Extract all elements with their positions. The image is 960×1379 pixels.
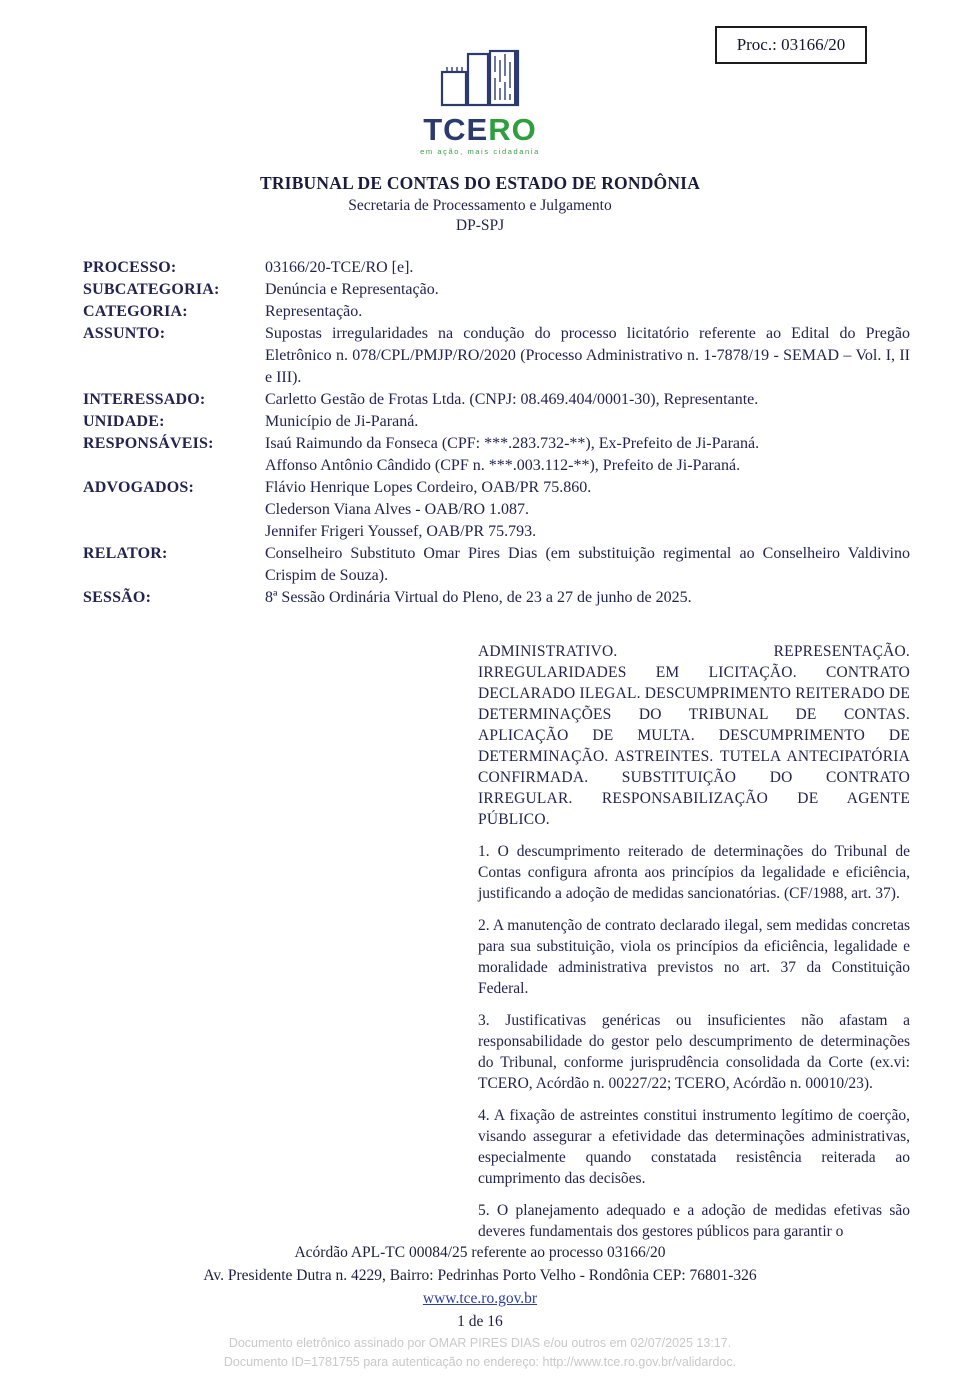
electronic-signature-block xyxy=(0,1334,960,1372)
page-number: 1 de 16 xyxy=(457,1313,503,1330)
meta-value-line: Flávio Henrique Lopes Cordeiro, OAB/PR 75.860. xyxy=(265,479,592,496)
case-metadata xyxy=(83,257,910,609)
org-subtitle-secretaria: Secretaria de Processamento e Julgamento xyxy=(348,197,612,214)
process-number-label: Proc.: 03166/20 xyxy=(736,35,846,54)
meta-label: RESPONSÁVEIS: xyxy=(83,435,214,452)
footer-acordao-reference: Acórdão APL-TC 00084/25 referente ao processo 03166/20 xyxy=(294,1244,666,1261)
meta-value: 8ª Sessão Ordinária Virtual do Pleno, de 23 a 27 de junho de 2025. xyxy=(265,589,692,606)
meta-label: INTERESSADO: xyxy=(83,391,206,408)
meta-row-processo xyxy=(83,257,910,279)
ementa-text: ADMINISTRATIVO. REPRESENTAÇÃO. IRREGULARIDADES EM LICITAÇÃO. CONTRATO DECLARADO ILEGAL. DESCUMPRIMENTO REITERADO DE DETERMINAÇÕES DO TRIBUNAL DE CONTAS. APLICAÇÃO DE MULTA. DESCUMPRIMENTO DE DETERMINAÇÃO. ASTREINTES. TUTELA ANTECIPATÓRIA CONFIRMADA. SUBSTITUIÇÃO DO CONTRATO IRREGULAR. RESPONSABILIZAÇÃO DE AGENTE PÚBLICO. xyxy=(478,643,910,828)
meta-label: UNIDADE: xyxy=(83,413,165,430)
meta-row-assunto xyxy=(83,323,910,389)
tce-website-link[interactable]: www.tce.ro.gov.br xyxy=(422,1290,538,1307)
meta-value: Supostas irregularidades na condução do processo licitatório referente ao Edital do Pregão Eletrônico n. 078/CPL/PMJP/RO/2020 (Processo Administrativo n. 1-7878/19 - SEMAD – Vol. I, II e III). xyxy=(265,325,910,386)
footer-address: Av. Presidente Dutra n. 4229, Bairro: Pedrinhas Porto Velho - Rondônia CEP: 76801-326 xyxy=(203,1267,757,1284)
org-subtitle-dpspj: DP-SPJ xyxy=(455,217,505,234)
logo-tce-text: TCE xyxy=(423,112,489,147)
meta-value: Denúncia e Representação. xyxy=(265,281,439,298)
meta-row-sessao xyxy=(83,587,910,609)
meta-row-interessado xyxy=(83,389,910,411)
logo-tagline: em ação, mais cidadania xyxy=(420,147,540,156)
meta-label: SESSÃO: xyxy=(83,589,152,606)
meta-value-line: Clederson Viana Alves - OAB/RO 1.087. xyxy=(265,501,530,518)
signature-line-2: Documento ID=1781755 para autenticação no endereço: http://www.tce.ro.gov.br/validardoc. xyxy=(223,1355,737,1369)
thesis-paragraph-3: 3. Justificativas genéricas ou insuficientes não afastam a responsabilidade do gestor pelo descumprimento de determinações do Tribunal, conforme jurisprudência consolidada da Corte (ex.vi: TCERO, Acórdão n. 00227/22; TCERO, Acórdão n. 00010/23). xyxy=(478,1012,910,1092)
meta-label: CATEGORIA: xyxy=(83,303,188,320)
meta-value-line: Jennifer Frigeri Youssef, OAB/PR 75.793. xyxy=(265,523,537,540)
tcero-logo xyxy=(420,48,540,156)
thesis-paragraph-2: 2. A manutenção de contrato declarado ilegal, sem medidas concretas para sua substituição, viola os princípios da eficiência, legalidade e moralidade administrativa previstos no art. 37 da Constituição Federal. xyxy=(478,917,910,997)
meta-row-relator xyxy=(83,543,910,587)
meta-value: Município de Ji-Paraná. xyxy=(265,413,419,430)
thesis-paragraph-4: 4. A fixação de astreintes constitui instrumento legítimo de coerção, visando assegurar a efetividade das determinações administrativas, especialmente quando constatada resistência reiterada ao cumprimento das decisões. xyxy=(478,1107,910,1187)
thesis-paragraph-1: 1. O descumprimento reiterado de determinações do Tribunal de Contas configura afronta aos princípios da legalidade e eficiência, justificando a adoção de medidas sancionatórias. (CF/1988, art. 37). xyxy=(478,843,910,902)
document-footer xyxy=(0,1241,960,1333)
meta-value-line: Isaú Raimundo da Fonseca (CPF: ***.283.732-**), Ex-Prefeito de Ji-Paraná. xyxy=(265,435,760,452)
meta-value: Carletto Gestão de Frotas Ltda. (CNPJ: 08.469.404/0001-30), Representante. xyxy=(265,391,759,408)
signature-line-1: Documento eletrônico assinado por OMAR PIRES DIAS e/ou outros em 02/07/2025 13:17. xyxy=(228,1336,732,1350)
meta-row-categoria xyxy=(83,301,910,323)
meta-label: PROCESSO: xyxy=(83,259,177,276)
meta-row-advogados xyxy=(83,477,910,543)
meta-label: ASSUNTO: xyxy=(83,325,166,342)
meta-value: Representação. xyxy=(265,303,363,320)
meta-value-line: Affonso Antônio Cândido (CPF n. ***.003.112-**), Prefeito de Ji-Paraná. xyxy=(265,457,741,474)
meta-label: ADVOGADOS: xyxy=(83,479,195,496)
thesis-paragraph-5: 5. O planejamento adequado e a adoção de medidas efetivas são deveres fundamentais dos gestores públicos para garantir o xyxy=(478,1202,910,1240)
tcero-logo-wordmark xyxy=(420,114,540,145)
process-number-box xyxy=(715,26,867,64)
meta-value: 03166/20-TCE/RO [e]. xyxy=(265,259,414,276)
logo-ro-text: RO xyxy=(488,112,537,147)
org-title: TRIBUNAL DE CONTAS DO ESTADO DE RONDÔNIA xyxy=(259,173,701,193)
meta-row-responsaveis xyxy=(83,433,910,477)
meta-label: SUBCATEGORIA: xyxy=(83,281,220,298)
meta-row-subcategoria xyxy=(83,279,910,301)
meta-row-unidade xyxy=(83,411,910,433)
meta-label: RELATOR: xyxy=(83,545,168,562)
tcero-buildings-icon xyxy=(430,48,530,108)
ementa-column xyxy=(478,641,910,1242)
meta-value: Conselheiro Substituto Omar Pires Dias (em substituição regimental ao Conselheiro Valdivino Crispim de Souza). xyxy=(265,545,910,584)
